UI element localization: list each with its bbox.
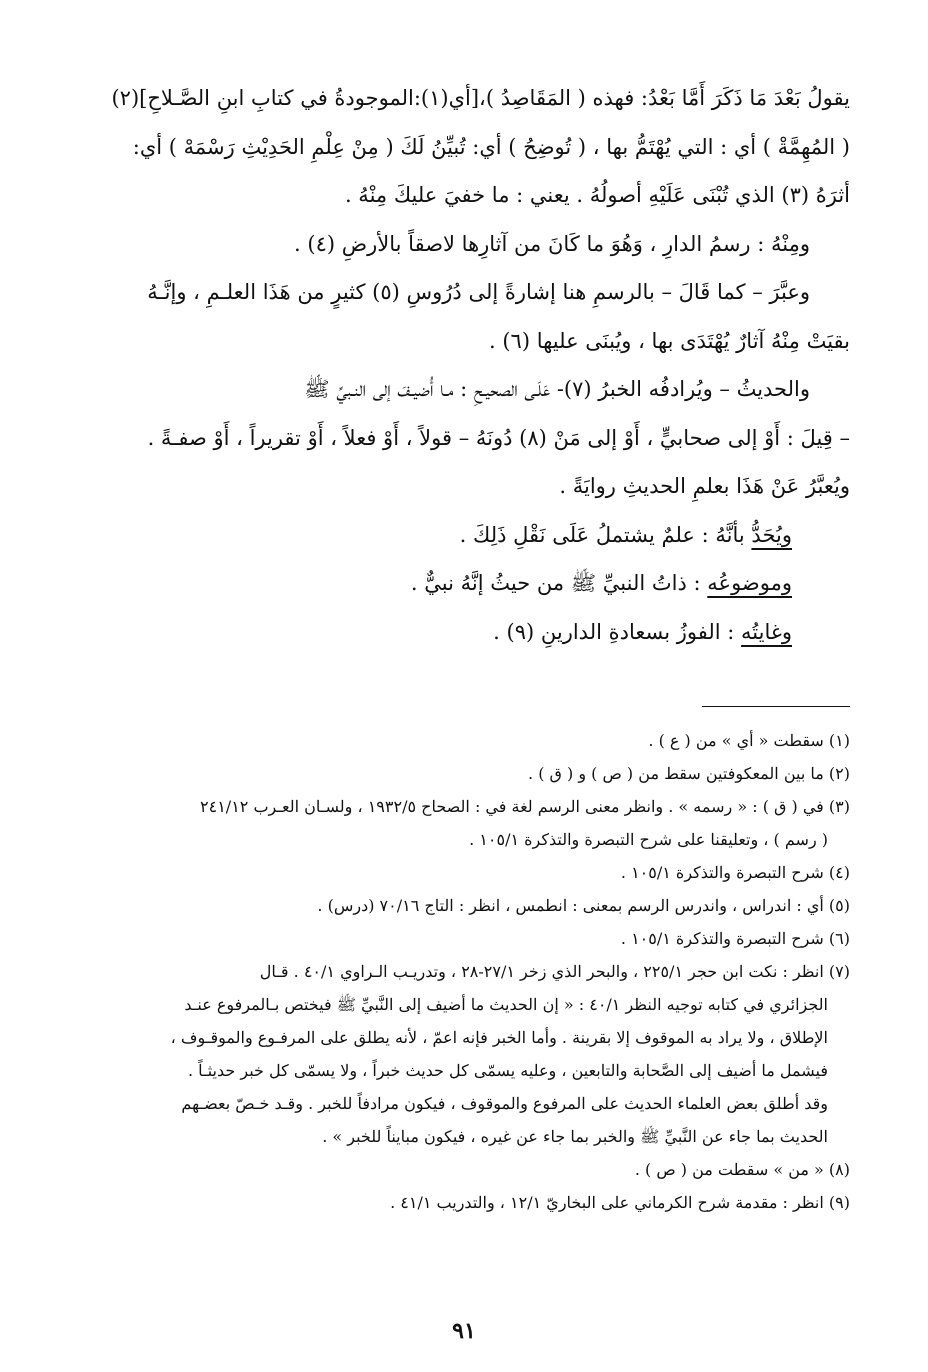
footnote-line: الجزائري في كتابه توجيه النظر ٤٠/١ : « إن الحديث ما أضيف إلى النَّبيِّ ﷺ فيختص بـالمرفوع عنـد (184, 995, 828, 1014)
footnote-line: (٧) انظر : نكت ابن حجر ٢٢٥/١ ، والبحر الذي زخر ٢٧/١-٢٨ ، وتدريـب الـراوي ٤٠/١ . قـال (259, 962, 850, 981)
definition-line (84, 511, 850, 560)
footnote-line: (٢) ما بين المعكوفتين سقط من ( ص ) و ( ق ) . (528, 764, 850, 783)
underlined-term: ويُحَدُّ (751, 522, 792, 547)
footnote-line: (٣) في ( ق ) : « رسمه » . وانظر معنى الرسم لغة في : الصحاح ١٩٣٢/٥ ، ولسـان العـرب ٢٤١/١٢ (200, 797, 850, 816)
footnote-line: (١) سقطت « أي » من ( ع ) . (648, 731, 850, 750)
footnote-separator (702, 706, 850, 707)
main-line: والحديثُ – ويُرادفُه الخبرُ (٧)- عَلَـى الصحيـحِ : مـا أُضيـفَ إلى النـبيِّ ﷺ (304, 377, 810, 401)
main-line: ( المُهِمَّةْ ) أي : التي يُهْتَمُّ بها ، ( تُوضِحُ ) أي: تُبيِّنُ لَكَ ( مِنْ عِلْمِ الحَدِيْثِ رَسْمَهْ ) أي: (132, 134, 850, 159)
footnote-line: الحديث بما جاء عن النَّبيِّ ﷺ والخبر بما جاء عن غيره ، فيكون مبايناً للخبر » . (322, 1127, 828, 1146)
main-line: وعبَّرَ – كما قَالَ – بالرسمِ هنا إشارةً إلى دُرُوسِ (٥) كثيرٍ من هَذَا العلـمِ ، وإنَّـهُ (147, 280, 810, 304)
definition-text: : ذاتُ النبيِّ ﷺ من حيثُ إنَّهُ نبيٌّ . (410, 571, 701, 595)
footnotes (84, 724, 850, 1219)
main-line: ويُعبَّرُ عَنْ هَذَا بعلمِ الحديثِ روايَةً . (559, 474, 850, 498)
definition-line (84, 559, 850, 608)
footnote-line: (٦) شرح التبصرة والتذكرة ١٠٥/١ . (620, 929, 850, 948)
footnote-line: (٩) انظر : مقدمة شرح الكرماني على البخاريّ ١٢/١ ، والتدريب ٤١/١ . (390, 1193, 850, 1212)
footnote-line: (٤) شرح التبصرة والتذكرة ١٠٥/١ . (620, 863, 850, 882)
underlined-term: وموضوعُه (707, 571, 792, 595)
main-text (84, 74, 850, 656)
main-line: بقيَتْ مِنْهُ آثارٌ يُهْتَدَى بها ، ويُبنَى عليها (٦) . (489, 328, 850, 353)
footnote-line: (٨) « من » سقطت من ( ص ) . (634, 1160, 850, 1179)
footnote-line: (٥) أي : اندراس ، واندرس الرسم بمعنى : انطمس ، انظر : التاج ٧٠/١٦ (درس) . (317, 896, 850, 915)
definition-text: : الفوزُ بسعادةِ الدارينِ (٩) . (493, 619, 735, 644)
main-line: يقولُ بَعْدَ مَا ذَكَرَ أَمَّا بَعْدُ: فهذه ( المَقَاصِدُ )،[أي(١):الموجودةُ في كتابِ ابنِ الصَّـلاحِ](٢) (111, 86, 850, 110)
underlined-term: وغايتُه (741, 619, 792, 644)
main-line: – قِيلَ : أَوْ إلى صحابيٍّ ، أَوْ إلى مَنْ (٨) دُونَهُ – قولاً ، أَوْ فعلاً ، أَوْ تقريراً ، أَوْ صفـةً . (147, 425, 850, 450)
footnote-line: فيشمل ما أضيف إلى الصَّحابة والتابعين ، وعليه يسمّى كل حديث خبراً ، ولا يسمّى كل خبر حديثـاً . (187, 1061, 828, 1080)
footnote-line: ( رسم ) ، وتعليقنا على شرح التبصرة والتذكرة ١٠٥/١ . (469, 830, 828, 849)
footnote-line: الإطلاق ، ولا يراد به الموقوف إلا بقرينة . وأما الخبر فإنه اعمّ ، لأنه يطلق على المرفـوع والموقـوف ، (170, 1028, 828, 1047)
page-number: ٩١ (452, 1318, 476, 1344)
definition-text: بأنَّهُ : علمٌ يشتملُ عَلَى نَقْلِ ذَلِكَ . (459, 522, 745, 547)
footnote-line: وقد أطلق بعض العلماء الحديث على المرفوع والموقوف ، فيكون مرادفاً للخبر . وقـد خـصّ بعضـهم (181, 1094, 828, 1113)
main-line: أثرَهُ (٣) الذي تُبْنَى عَلَيْهِ أصولُهُ . يعني : ما خفيَ عليكَ مِنْهُ . (344, 183, 850, 207)
definition-line (84, 608, 850, 657)
main-line: ومِنْهُ : رسمُ الدارِ ، وَهُوَ ما كَانَ من آثارِها لاصقاً بالأرضِ (٤) . (294, 231, 810, 256)
